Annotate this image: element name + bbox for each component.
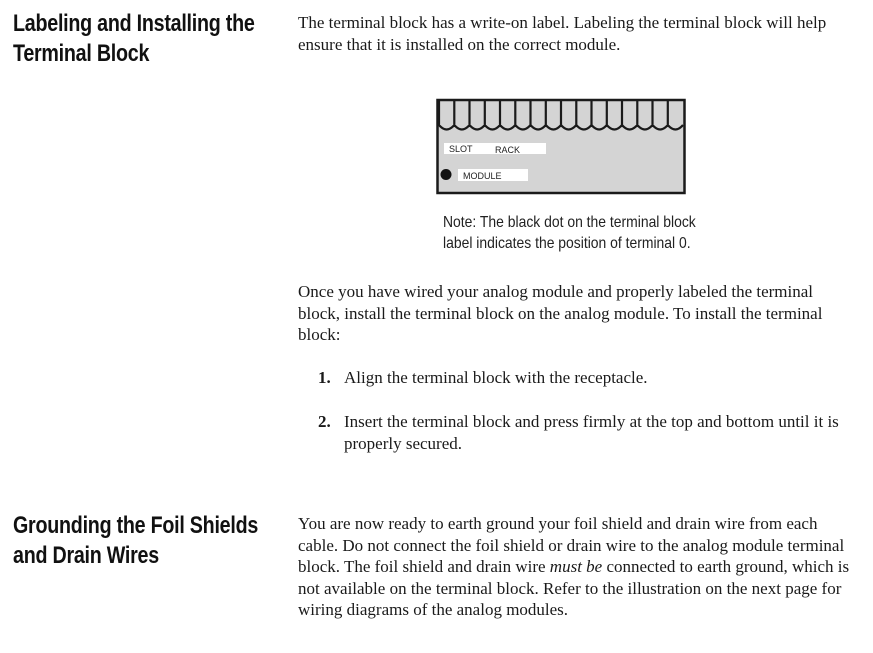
terminal-zero-dot-icon bbox=[441, 169, 452, 180]
terminal-block-illustration bbox=[0, 95, 873, 295]
slot-label: SLOT bbox=[449, 144, 473, 154]
step-text: Align the terminal block with the receptacle. bbox=[344, 368, 648, 387]
module-label: MODULE bbox=[463, 171, 502, 181]
section-heading-labeling bbox=[13, 9, 255, 69]
heading-line-1: Labeling and Installing the bbox=[13, 10, 255, 37]
figure-note-line-1: Note: The black dot on the terminal block bbox=[443, 214, 696, 231]
labeling-intro-paragraph: The terminal block has a write-on label. Labeling the terminal block will help ensure that it is installed on the correct module. bbox=[298, 13, 827, 54]
rack-label: RACK bbox=[495, 145, 521, 155]
heading-line-2: and Drain Wires bbox=[13, 542, 159, 569]
heading-line-1: Grounding the Foil Shields bbox=[13, 512, 259, 539]
grounding-emphasis: must be bbox=[549, 557, 603, 576]
step-text: Insert the terminal block and press firmly at the top and bottom until it is properly secured. bbox=[344, 412, 839, 453]
grounding-text-part-2: connected to earth ground, which is not available on the terminal block. Refer to the illustration on the next page for wiring diagrams of the analog modules. bbox=[298, 557, 850, 619]
install-intro-paragraph: Once you have wired your analog module and properly labeled the terminal block, install the terminal block on the analog module. To install the terminal block: bbox=[298, 282, 823, 344]
step-number: 1. bbox=[318, 368, 331, 387]
figure-note-line-2: label indicates the position of terminal 0. bbox=[443, 235, 691, 252]
heading-line-2: Terminal Block bbox=[13, 40, 150, 67]
figure-note bbox=[443, 212, 696, 254]
section-heading-grounding bbox=[13, 511, 258, 571]
grounding-text-part-1: You are now ready to earth ground your foil shield and drain wire from each cable. Do not connect the foil shield or drain wire to the analog module terminal block. The foil shield and drain wire bbox=[298, 514, 845, 576]
step-number: 2. bbox=[318, 412, 331, 431]
grounding-paragraph bbox=[298, 513, 854, 621]
